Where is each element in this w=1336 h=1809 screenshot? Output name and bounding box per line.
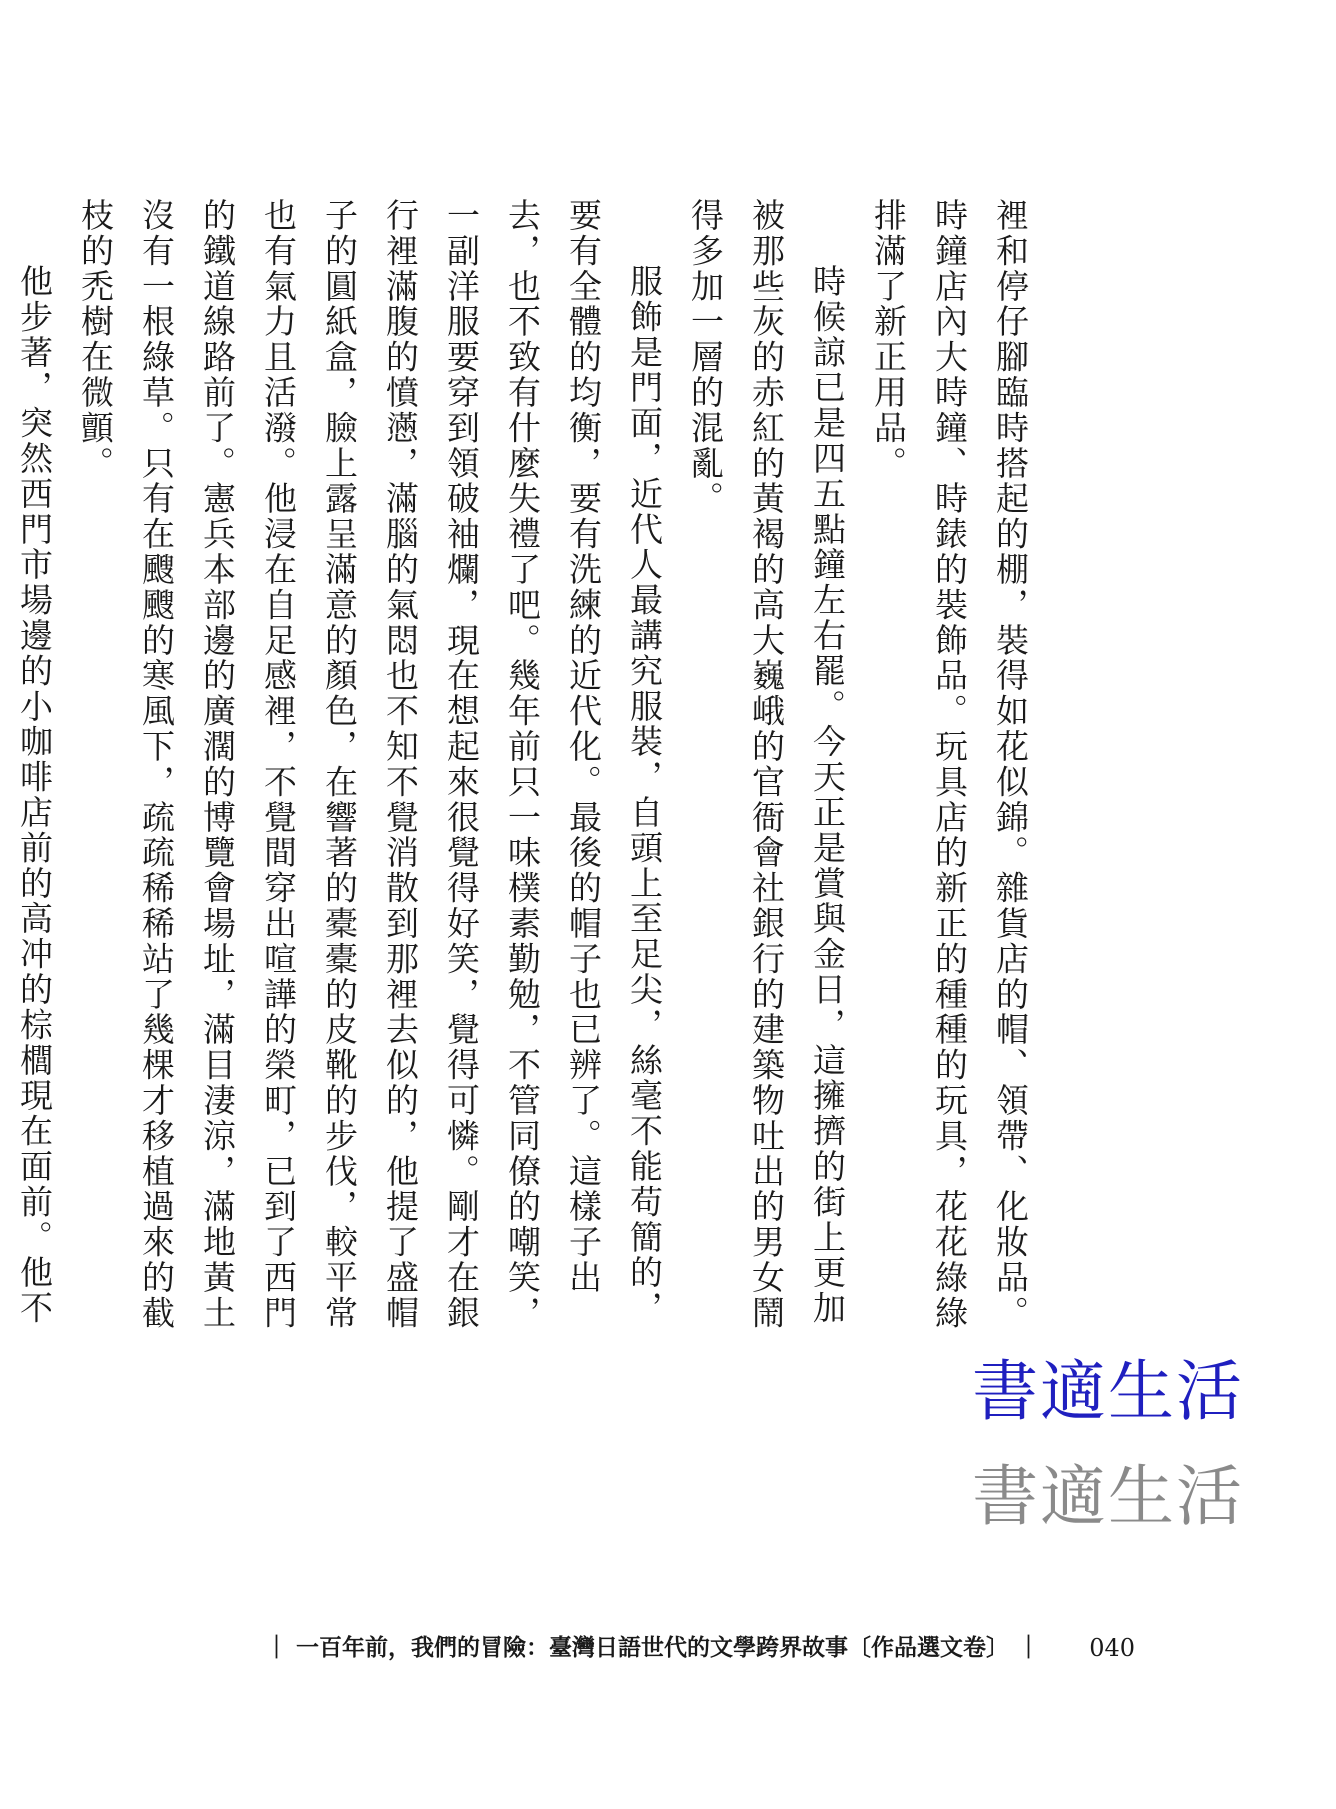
- paragraph-3: 服飾是門面，近代人最講究服裝，自頭上至足尖，絲毫不能苟簡的，要有全體的均衡，要有洗練的近代化。最後的帽子也已辨了。這樣子出去，也不致有什麼失禮了吧。幾年前只一味樸素勤勉，不管同僚的嘲笑，一副洋服要穿到領破袖爛，現在想起來很覺得好笑，覺得可憐。剛才在銀行裡滿腹的憤懣，滿腦的氣悶也不知不覺消散到那裡去似的，他提了盛帽子的圓紙盒，臉上露呈滿意的顏色，在響著的橐橐的皮靴的步伐，較平常也有氣力且活潑。他浸在自足感裡，不覺間穿出喧譁的榮町，已到了西門的鐵道線路前了。憲兵本部邊的廣濶的博覽會場址，滿目淒涼，滿地黃土沒有一根綠草。只有在颼颼的寒風下，疏疏稀稀站了幾棵才移植過來的截枝的禿樹在微顫。: [76, 198, 664, 1331]
- watermark-gray: 書適生活: [972, 1458, 1244, 1535]
- page-footer: [265, 1628, 1145, 1668]
- vertical-text-body: [15, 198, 1041, 1358]
- watermark-blue: 書適生活: [972, 1353, 1244, 1430]
- page-number: 040: [1089, 1634, 1135, 1662]
- paragraph-1: 裡和停仔腳臨時搭起的棚，裝得如花似錦。雜貨店的帽、領帶、化妝品。時鐘店內大時鐘、時錶的裝飾品。玩具店的新正的種種的玩具，花花綠綠排滿了新正用品。: [869, 198, 1030, 1331]
- paragraph-2: 時候諒已是四五點鐘左右罷。今天正是賞與金日，這擁擠的街上更加被那些灰的赤紅的黃褐的高大巍峨的官衙會社銀行的建築物吐出的男女鬧得多加一層的混亂。: [686, 198, 847, 1331]
- paragraph-4: 他步著，突然西門市場邊的小咖啡店前的高冲的棕櫚現在面前。他不: [15, 264, 54, 1326]
- footer-book-title: ｜ 一百年前，我們的冒險：臺灣日語世代的文學跨界故事〔作品選文卷〕 ｜: [265, 1634, 1041, 1661]
